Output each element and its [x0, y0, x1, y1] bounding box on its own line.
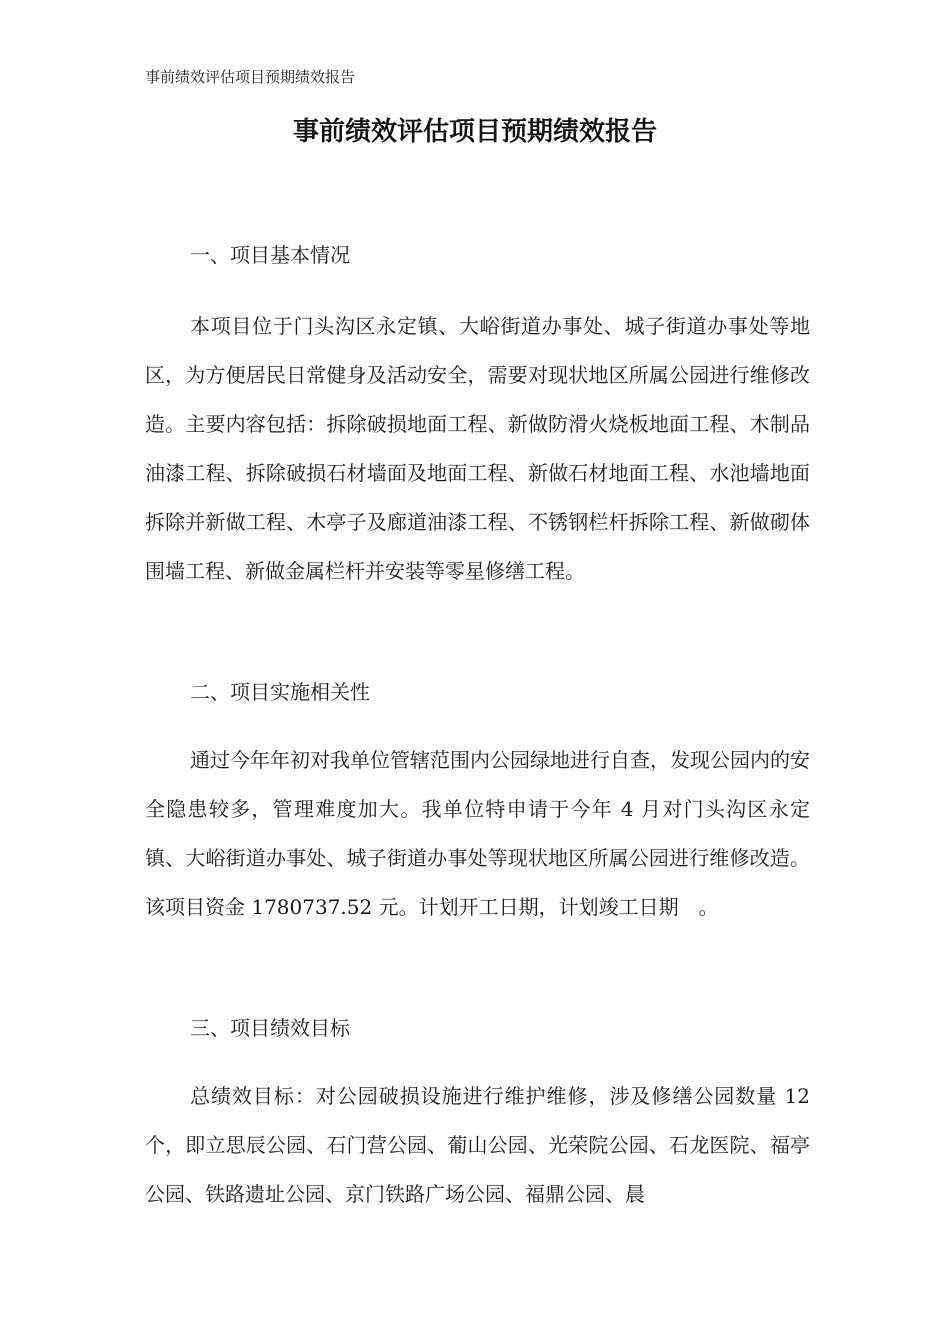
running-header: 事前绩效评估项目预期绩效报告: [145, 68, 356, 86]
section-heading: 一、项目基本情况: [190, 243, 350, 267]
section-heading: 二、项目实施相关性: [190, 680, 370, 704]
section-paragraph: 本项目位于门头沟区永定镇、大峪街道办事处、城子街道办事处等地区，为方便居民日常健身及活动安全，需要对现状地区所属公园进行维修改造。主要内容包括：拆除破损地面工程、新做防滑火烧板地面工程、木制品油漆工程、拆除破损石材墙面及地面工程、新做石材地面工程、水池墙地面拆除并新做工程、木亭子及廊道油漆工程、不锈钢栏杆拆除工程、新做砌体围墙工程、新做金属栏杆并安装等零星修缮工程。: [145, 314, 810, 583]
document-title: 事前绩效评估项目预期绩效报告: [292, 117, 657, 147]
section-paragraph: 总绩效目标：对公园破损设施进行维护维修，涉及修缮公园数量 12 个，即立思辰公园、石门营公园、葡山公园、光荣院公园、石龙医院、福亭公园、铁路遗址公园、京门铁路广场公园、福鼎公园、晨: [145, 1084, 810, 1206]
section-heading: 三、项目绩效目标: [190, 1016, 350, 1040]
section-paragraph: 通过今年年初对我单位管辖范围内公园绿地进行自查，发现公园内的安全隐患较多，管理难度加大。我单位特申请于今年 4 月对门头沟区永定镇、大峪街道办事处、城子街道办事处等现状地区所属公园进行维修改造。该项目资金 1780737.52 元。计划开工日期，计划竣工日期 。: [145, 748, 810, 919]
